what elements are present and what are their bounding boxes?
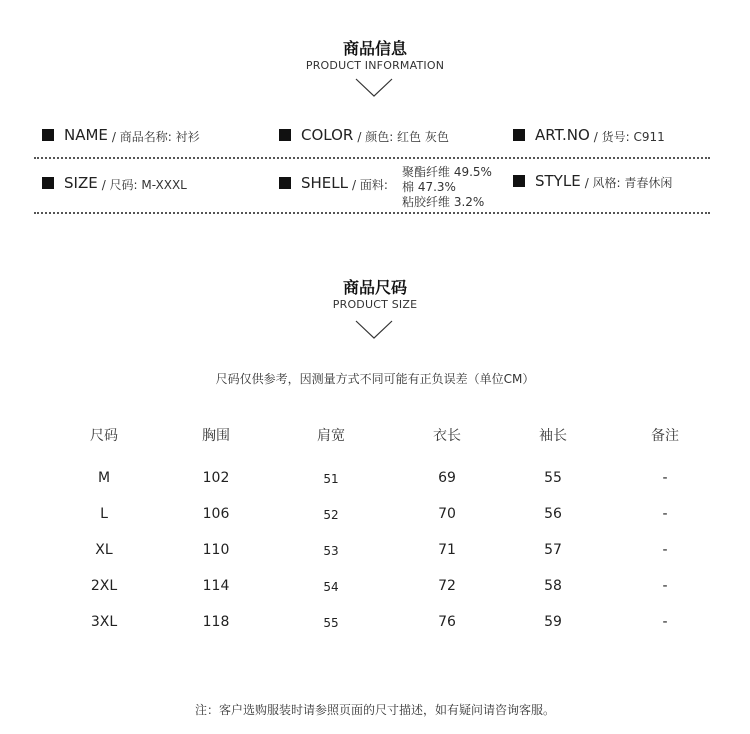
col-header-sleeve: 袖长 <box>539 428 567 444</box>
attr-name-value: / 商品名称: 衬衫 <box>111 130 200 144</box>
shell-line: 粘胶纤维 3.2% <box>402 195 485 209</box>
attr-shell <box>279 174 388 193</box>
square-bullet-icon <box>279 129 291 141</box>
table-cell: - <box>662 578 668 594</box>
col-header-shoulder: 肩宽 <box>317 428 345 444</box>
attr-color <box>279 126 449 145</box>
square-bullet-icon <box>42 177 54 189</box>
chevron-down-icon <box>355 78 393 98</box>
square-bullet-icon <box>513 129 525 141</box>
table-cell: 106 <box>202 506 230 522</box>
attr-shell-key: SHELL <box>301 174 348 192</box>
dotted-divider <box>34 157 710 159</box>
square-bullet-icon <box>42 129 54 141</box>
info-title: 商品信息 <box>342 39 407 58</box>
attr-size-key: SIZE <box>64 174 98 192</box>
table-cell: 70 <box>438 506 456 522</box>
square-bullet-icon <box>279 177 291 189</box>
table-cell: 54 <box>323 580 339 594</box>
table-cell: 72 <box>438 578 456 594</box>
footer-note: 注：客户选购服装时请参照页面的尺寸描述，如有疑问请咨询客服。 <box>194 703 555 717</box>
dotted-divider <box>34 212 710 214</box>
table-cell: 71 <box>438 542 456 558</box>
attr-style-value: / 风格: 青春休闲 <box>584 176 673 190</box>
table-cell: 57 <box>544 542 562 558</box>
col-header-size: 尺码 <box>90 428 118 444</box>
info-subtitle: PRODUCT INFORMATION <box>305 59 445 72</box>
table-cell: 102 <box>202 470 230 486</box>
table-cell: - <box>662 470 668 486</box>
attr-artno-key: ART.NO <box>535 126 590 144</box>
table-cell: 69 <box>438 470 456 486</box>
table-cell: 58 <box>544 578 562 594</box>
table-cell: - <box>662 542 668 558</box>
table-cell: M <box>97 470 111 486</box>
table-cell: 55 <box>323 616 339 630</box>
square-bullet-icon <box>513 175 525 187</box>
table-cell: 52 <box>323 508 339 522</box>
table-cell: 2XL <box>90 578 118 594</box>
attr-color-key: COLOR <box>301 126 354 144</box>
table-cell: 118 <box>202 614 230 630</box>
attr-shell-value: / 面料: <box>352 178 388 192</box>
table-cell: L <box>100 506 108 522</box>
table-cell: 53 <box>323 544 339 558</box>
attr-style-key: STYLE <box>535 172 581 190</box>
attr-style <box>513 172 672 191</box>
table-cell: 51 <box>323 472 339 486</box>
table-cell: 114 <box>202 578 230 594</box>
table-cell: 3XL <box>90 614 118 630</box>
table-cell: 76 <box>438 614 456 630</box>
attr-name-key: NAME <box>64 126 108 144</box>
table-cell: 110 <box>202 542 230 558</box>
attr-name <box>42 126 200 145</box>
shell-line: 棉 47.3% <box>402 180 456 194</box>
table-cell: 55 <box>544 470 562 486</box>
col-header-remarks: 备注 <box>651 428 679 444</box>
size-title: 商品尺码 <box>342 278 407 297</box>
attr-size-value: / 尺码: M-XXXL <box>101 178 187 192</box>
table-cell: - <box>662 614 668 630</box>
attr-size <box>42 174 187 193</box>
attr-color-value: / 颜色: 红色 灰色 <box>357 130 449 144</box>
shell-composition <box>402 165 492 210</box>
table-cell: - <box>662 506 668 522</box>
chevron-down-icon <box>355 320 393 340</box>
attr-artno-value: / 货号: C911 <box>593 130 665 144</box>
table-cell: XL <box>95 542 113 558</box>
attr-artno <box>513 126 665 145</box>
col-header-chest: 胸围 <box>202 428 230 444</box>
table-cell: 59 <box>544 614 562 630</box>
size-note: 尺码仅供参考，因测量方式不同可能有正负误差（单位CM） <box>215 372 535 386</box>
size-subtitle: PRODUCT SIZE <box>332 298 418 311</box>
col-header-length: 衣长 <box>433 428 461 444</box>
table-cell: 56 <box>544 506 562 522</box>
shell-line: 聚酯纤维 49.5% <box>402 165 492 179</box>
